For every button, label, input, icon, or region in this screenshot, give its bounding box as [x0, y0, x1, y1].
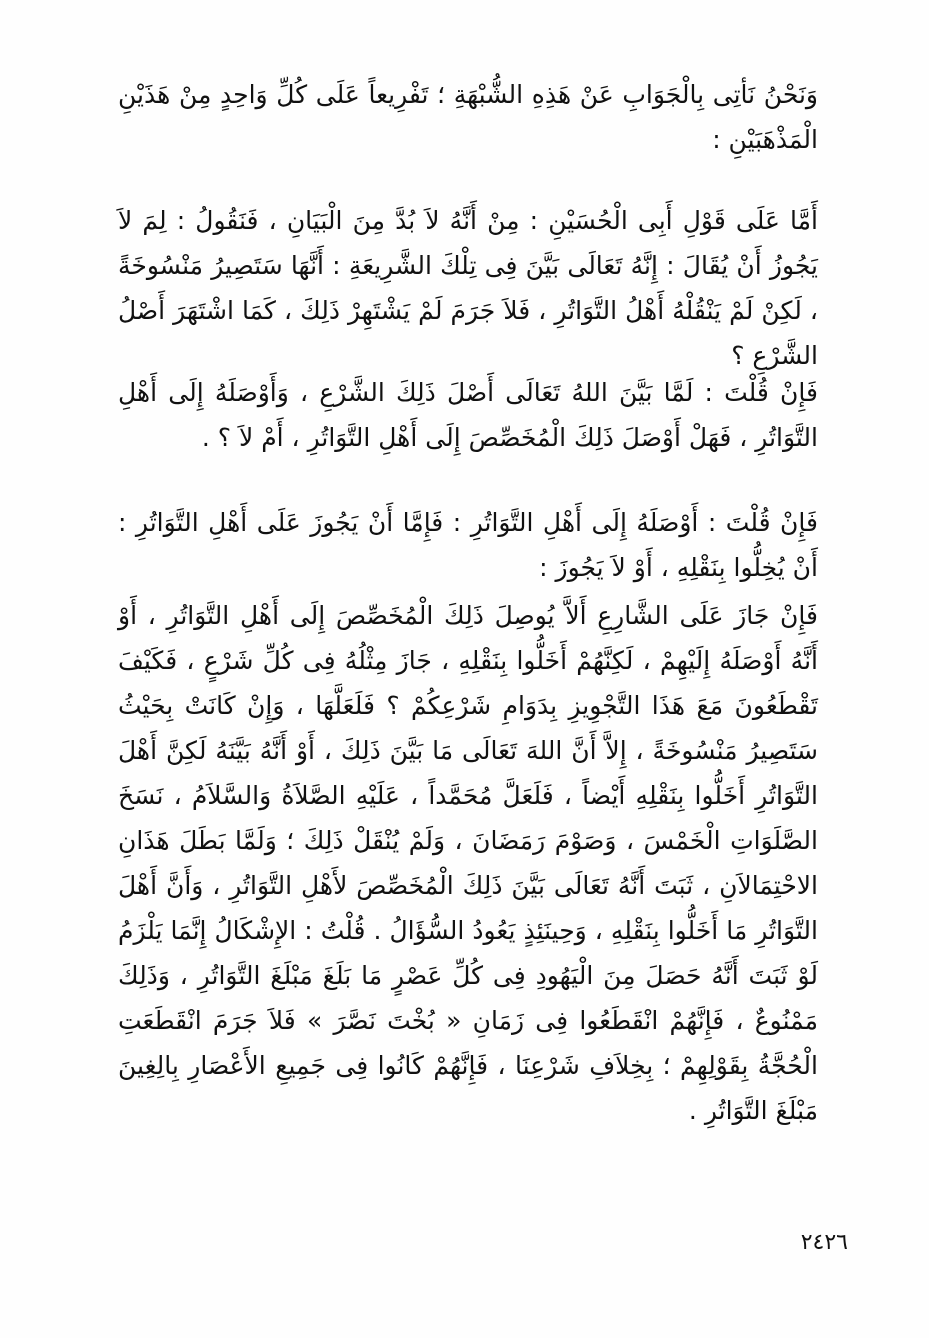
paragraph-3 — [118, 370, 818, 460]
paragraph-2-text: أَمَّا عَلَى قَوْلِ أَبِى الْحُسَيْنِ : مِنْ أَنَّهُ لاَ بُدَّ مِنَ الْبَيَانِ ، فَنَقُولُ : لِمَ لاَ يَجُوزُ أَنْ يُقَالَ : إِنَّهُ تَعَالَى بَيَّنَ فِى تِلْكَ الشَّرِيعَةِ : أَنَّهَا سَتَصِيرُ مَنْسُوخَةً ، لَكِنْ لَمْ يَنْقُلْهُ أَهْلُ التَّوَاتُرِ ، فَلاَ جَرَمَ لَمْ يَشْتَهِرْ ذَلِكَ ، كَمَا اشْتَهَرَ أَصْلُ الشَّرْعِ ؟ — [118, 206, 818, 370]
paragraph-2 — [118, 198, 818, 378]
page-number: ٢٤٢٦ — [800, 1230, 848, 1255]
paragraph-1-text: وَنَحْنُ نَأتِى بِالْجَوَابِ عَنْ هَذِهِ الشُّبْهَةِ ؛ تَفْرِيعاً عَلَى كُلِّ وَاحِدٍ مِنْ هَذَيْنِ الْمَذْهَبَيْنِ : — [118, 80, 818, 154]
paragraph-4 — [118, 500, 818, 590]
paragraph-5-text: فَإِنْ جَازَ عَلَى الشَّارِعِ أَلاَّ يُوصِلَ ذَلِكَ الْمُخَصِّصَ إِلَى أَهْلِ التَّوَاتُرِ ، أَوْ أَنَّهُ أَوْصَلَهُ إِلَيْهِمْ ، لَكِنَّهُمْ أَخَلُّوا بِنَقْلِهِ ، جَازَ مِثْلُهُ فِى كُلِّ شَرْعٍ ، فَكَيْفَ تَقْطَعُونَ مَعَ هَذَا التَّجْوِيزِ بِدَوَامِ شَرْعِكُمْ ؟ فَلَعَلَّهَا ، وَإِنْ كَانَتْ بِحَيْثُ سَتَصِيرُ مَنْسُوخَةً ، إِلاَّ أَنَّ اللهَ تَعَالَى مَا بَيَّنَ ذَلِكَ ، أَوْ أَنَّهُ بَيَّنَهُ لَكِنَّ أَهْلَ التَّوَاتُرِ أَخَلُّوا بِنَقْلِهِ أَيْضاً ، فَلَعَلَّ مُحَمَّداً ، عَلَيْهِ الصَّلاَةُ وَالسَّلاَمُ ، نَسَخَ الصَّلَوَاتِ الْخَمْسَ ، وَصَوْمَ رَمَضَانَ ، وَلَمْ يُنْقَلْ ذَلِكَ ؛ وَلَمَّا بَطَلَ هَذَانِ الاحْتِمَالاَنِ ، ثَبَتَ أَنَّهُ تَعَالَى بَيَّنَ ذَلِكَ الْمُخَصِّصَ لأَهْلِ التَّوَاتُرِ ، وَأَنَّ أَهْلَ التَّوَاتُرِ مَا أَخَلُّوا بِنَقْلِهِ ، وَحِينَئِذٍ يَعُودُ السُّؤَالُ . قُلْتُ : الإِشْكَالُ إِنَّمَا يَلْزَمُ لَوْ ثَبَتَ أَنَّهُ حَصَلَ مِنَ الْيَهُودِ فِى كُلِّ عَصْرٍ مَا بَلَغَ مَبْلَغَ التَّوَاتُرِ ، وَذَلِكَ مَمْنُوعٌ ، فَإِنَّهُمْ انْقَطَعُوا فِى زَمَانِ « بُخْتَ نَصَّرَ » فَلاَ جَرَمَ انْقَطَعَتِ الْحُجَّةُ بِقَوْلِهِمْ ؛ بِخِلاَفِ شَرْعِنَا ، فَإِنَّهُمْ كَانُوا فِى جَمِيعِ الأَعْصَارِ بِالِغِينَ مَبْلَغَ التَّوَاتُرِ . — [118, 601, 818, 1125]
paragraph-4-text: فَإِنْ قُلْتَ : أَوْصَلَهُ إِلَى أَهْلِ التَّوَاتُرِ : فَإِمَّا أَنْ يَجُوزَ عَلَى أَهْلِ التَّوَاتُرِ : أَنْ يُخِلُّوا بِنَقْلِهِ ، أَوْ لاَ يَجُوزَ : — [118, 508, 818, 582]
paragraph-1 — [118, 72, 818, 162]
paragraph-5 — [118, 593, 818, 1133]
paragraph-3-text: فَإِنْ قُلْتَ : لَمَّا بَيَّنَ اللهُ تَعَالَى أَصْلَ ذَلِكَ الشَّرْعِ ، وَأَوْصَلَهُ إِلَى أَهْلِ التَّوَاتُرِ ، فَهَلْ أَوْصَلَ ذَلِكَ الْمُخَصِّصَ إِلَى أَهْلِ التَّوَاتُرِ ، أَمْ لاَ ؟ . — [118, 378, 818, 452]
